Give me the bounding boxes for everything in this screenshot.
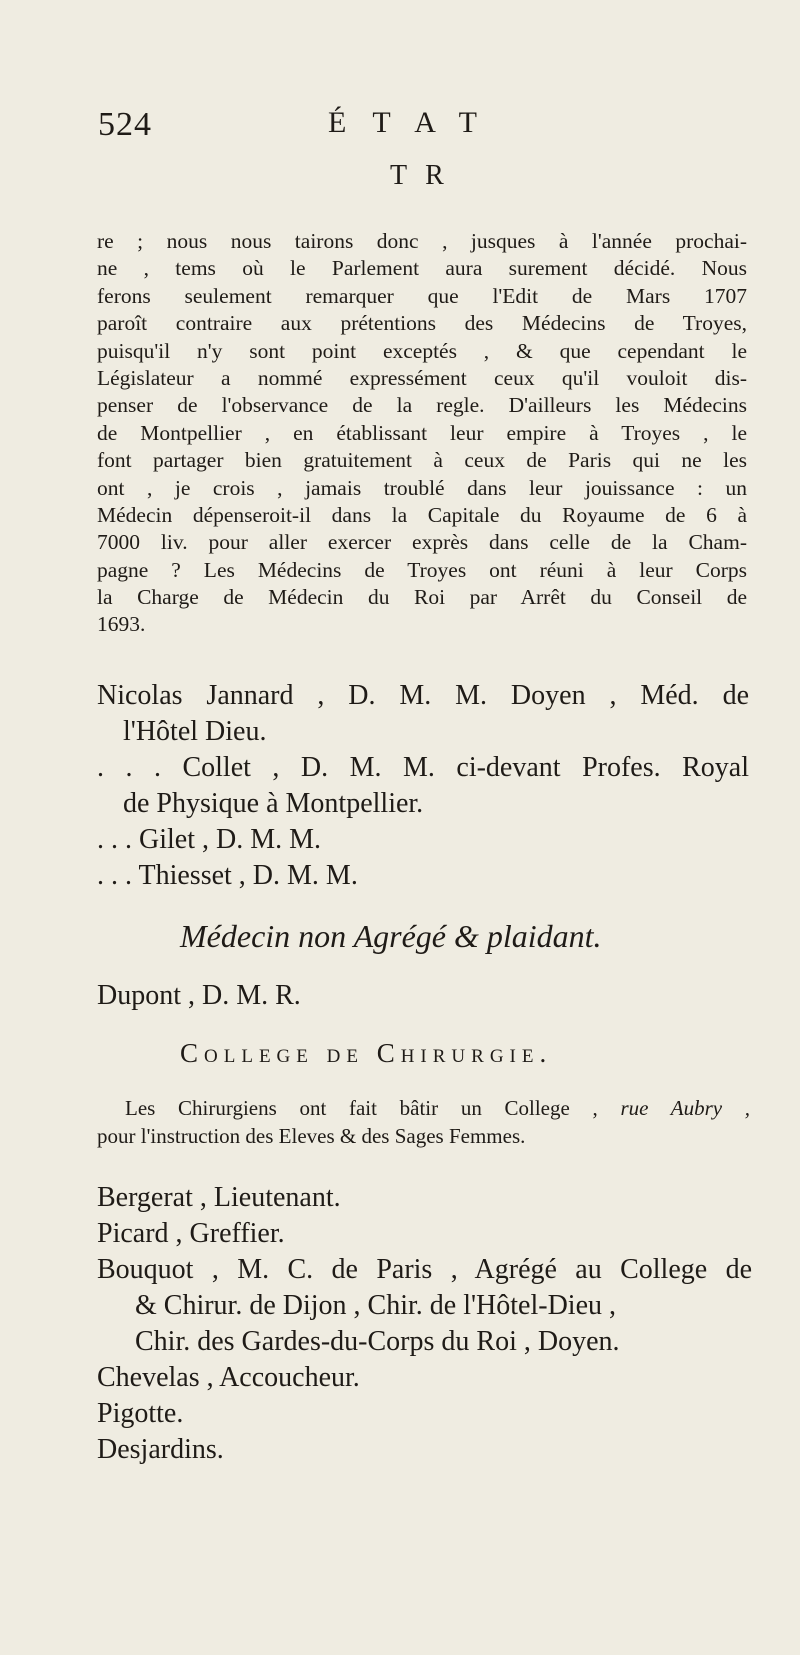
running-title: ÉTAT — [328, 106, 503, 139]
running-subtitle: TR — [390, 160, 462, 191]
list-item-continuation: & Chirur. de Dijon , Chir. de l'Hôtel-Dieu , — [135, 1290, 616, 1321]
physician-name: . . . Thiesset , D. M. M. — [97, 860, 358, 891]
prose-line: pagne ? Les Médecins de Troyes ont réuni à leur Corps — [97, 557, 747, 582]
note-line: pour l'instruction des Eleves & des Sages Femmes. — [97, 1124, 526, 1148]
page-number: 524 — [98, 106, 152, 143]
prose-line: paroît contraire aux prétentions des Médecins de Troyes, — [97, 311, 747, 336]
section-heading-college: College de Chirurgie. — [180, 1038, 553, 1068]
prose-line: de Montpellier , en établissant leur empire à Troyes , le — [97, 420, 747, 445]
prose-line: ont , je crois , jamais troublé dans leur jouissance : un — [97, 475, 747, 500]
list-item — [97, 678, 749, 750]
prose-line: 1693. — [97, 612, 146, 637]
list-item: Pigotte. — [97, 1398, 184, 1429]
list-item: Bergerat , Lieutenant. — [97, 1182, 341, 1213]
prose-line: 7000 liv. pour aller exercer exprès dans celle de la Cham- — [97, 530, 747, 555]
list-item — [97, 858, 749, 894]
prose-line: Législateur a nommé expressément ceux qu'il vouloit dis- — [97, 365, 747, 390]
prose-line: font partager bien gratuitement à ceux de Paris qui ne les — [97, 448, 747, 473]
list-item: Picard , Greffier. — [97, 1218, 285, 1249]
prose-line: ne , tems où le Parlement aura surement décidé. Nous — [97, 256, 747, 281]
college-note — [97, 1094, 751, 1150]
note-line — [125, 1094, 750, 1122]
physician-name: Nicolas Jannard , D. M. M. Doyen , Méd. de — [97, 680, 749, 711]
note-text: Les Chirurgiens ont fait bâtir un College , — [125, 1096, 598, 1120]
note-street: rue Aubry , — [620, 1096, 751, 1120]
list-item — [97, 822, 749, 858]
list-item-continuation: Chir. des Gardes-du-Corps du Roi , Doyen. — [135, 1326, 620, 1357]
prose-paragraph — [97, 228, 747, 639]
physician-name: . . . Collet , D. M. M. ci-devant Profes. Royal — [97, 752, 749, 783]
prose-line: penser de l'observance de la regle. D'ailleurs les Médecins — [97, 393, 747, 418]
prose-line: ferons seulement remarquer que l'Edit de Mars 1707 — [97, 283, 747, 308]
prose-line: re ; nous nous tairons donc , jusques à l'année prochai- — [97, 229, 747, 253]
physician-name: . . . Gilet , D. M. M. — [97, 824, 321, 855]
list-item — [97, 750, 749, 822]
physician-detail: l'Hôtel Dieu. — [123, 716, 267, 747]
surgeons-list — [97, 1180, 752, 1468]
physicians-list — [97, 678, 749, 894]
list-item: Bouquot , M. C. de Paris , Agrégé au College de — [97, 1254, 752, 1285]
physician-detail: de Physique à Montpellier. — [123, 788, 424, 819]
list-item: Desjardins. — [97, 1434, 224, 1465]
prose-line: Médecin dépenseroit-il dans la Capitale du Royaume de 6 à — [97, 502, 747, 527]
prose-line: puisqu'il n'y sont point exceptés , & que cependant le — [97, 338, 747, 363]
list-item: Chevelas , Accoucheur. — [97, 1362, 360, 1393]
prose-line: la Charge de Médecin du Roi par Arrêt du Conseil de — [97, 585, 747, 610]
list-item: Dupont , D. M. R. — [97, 980, 301, 1011]
section-heading-non-aggregated: Médecin non Agrégé & plaidant. — [180, 918, 602, 954]
